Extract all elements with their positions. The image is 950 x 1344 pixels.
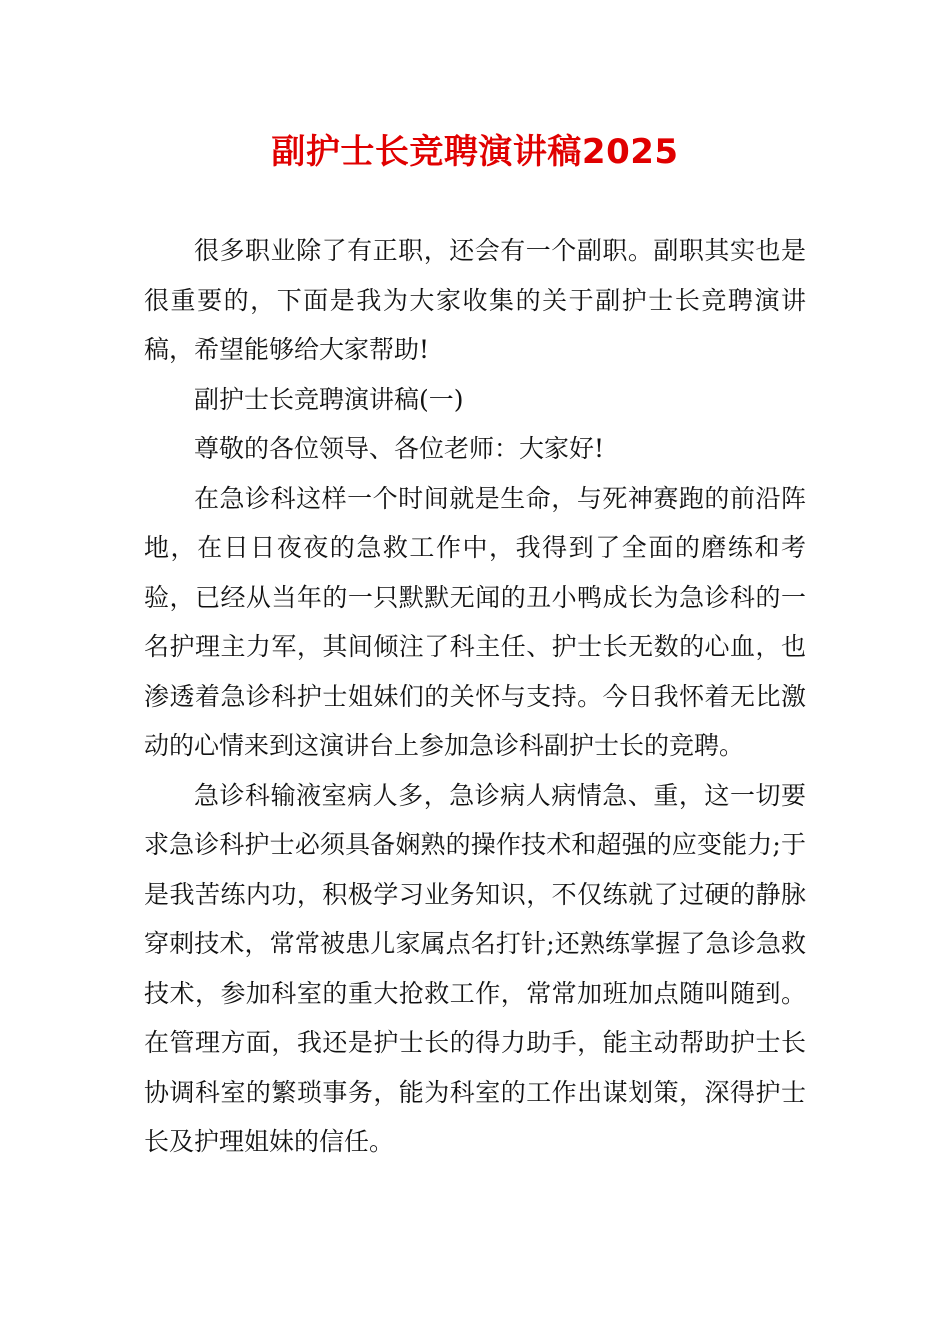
- body-paragraph: 在急诊科这样一个时间就是生命，与死神赛跑的前沿阵地，在日日夜夜的急救工作中，我得到了全面的磨练和考验，已经从当年的一只默默无闻的丑小鸭成长为急诊科的一名护理主力军，其间倾注了科主任、护士长无数的心血，也渗透着急诊科护士姐妹们的关怀与支持。今日我怀着无比激动的心情来到这演讲台上参加急诊科副护士长的竞聘。: [144, 483, 806, 760]
- document-body: [144, 226, 806, 1167]
- document-title: 副护士长竞聘演讲稿2025: [271, 132, 679, 172]
- body-paragraph: 急诊科输液室病人多，急诊病人病情急、重，这一切要求急诊科护士必须具备娴熟的操作技术和超强的应变能力;于是我苦练内功，积极学习业务知识，不仅练就了过硬的静脉穿刺技术，常常被患儿家属点名打针;还熟练掌握了急诊急救技术，参加科室的重大抢救工作，常常加班加点随叫随到。在管理方面，我还是护士长的得力助手，能主动帮助护士长协调科室的繁琐事务，能为科室的工作出谋划策，深得护士长及护理姐妹的信任。: [144, 780, 806, 1156]
- greeting-paragraph: 尊敬的各位领导、各位老师：大家好!: [194, 434, 605, 463]
- intro-paragraph: 很多职业除了有正职，还会有一个副职。副职其实也是很重要的，下面是我为大家收集的关于副护士长竞聘演讲稿，希望能够给大家帮助!: [144, 236, 806, 364]
- section-heading: 副护士长竞聘演讲稿(一): [194, 384, 464, 414]
